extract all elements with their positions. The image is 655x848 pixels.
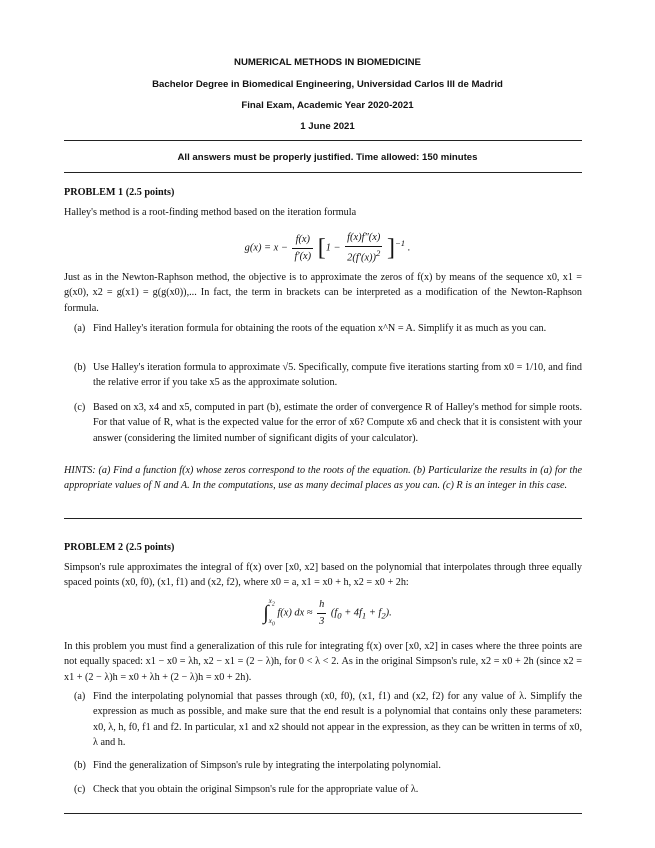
item-text: Use Halley's iteration formula to approximate √5. Specifically, compute five iterations starting from x0 = 1/10, and find the relative error if you take x5 as the approximate solution. [93,362,582,389]
halley-formula: g(x) = x − $\frac{f(x)}{f'(x)}$ [1 − $\frac{f(x)f''(x)}{2(f'(x))^2}$ ]$^{-1}$ . [244,232,411,264]
item-label: (c) [74,784,86,795]
item-label: (c) [74,402,86,413]
item-text: Check that you obtain the original Simpson's rule for the appropriate value of λ. [93,784,419,795]
problem2-paragraph: In this problem you must find a generalization of this rule for integrating f(x) over [x0, x2] in cases where the three points are not equally spaced: x1 − x0 = λh, x2 − x1 = (2 − λ)h, for 0 < λ < 2. As in the original Simpson's rule, x2 = x0 + 2h (since x2 = x1 + (2 − λ)h = x0 + λh + (2 − λ)h = x0 + 2h). [64,641,582,683]
problem2-title: PROBLEM 2 (2.5 points) [64,542,175,553]
item-text: Find the interpolating polynomial that passes through (x0, f0), (x1, f1) and (x2, f2) for any value of λ. Simplify the expression as much as possible, and make sure that the end result is a polynomial that contains only these parameters: x0, λ, h, f0, f1 and f2. In particular, x1 and x2 should not appear in the expression, as they can be written in terms of x0, λ and h. [93,691,582,748]
item-label: (a) [74,323,86,334]
instructions: All answers must be properly justified. Time allowed: 150 minutes [177,152,478,163]
problem1-rule [64,518,582,519]
program-line: Bachelor Degree in Biomedical Engineering, Universidad Carlos III de Madrid [152,79,503,90]
problem1-intro: Halley's method is a root-finding method based on the iteration formula [64,207,357,218]
simpson-formula: ∫ $x_2$ $x_0$ f(x) dx ≈ $\frac{h}{3}$ $(f_0 + 4f_1 + f_2)$. [263,597,392,628]
item-label: (b) [74,362,86,373]
problem1-paragraph: Just as in the Newton-Raphson method, the objective is to approximate the zeros of f(x) by means of the sequence x0, x1 = g(x0), x2 = g(x1) = g(g(x0)),... In fact, the term in brackets can be interpreted as a modification of the Newton-Raphson formula. [64,272,582,314]
exam-line: Final Exam, Academic Year 2020-2021 [241,100,414,111]
header-rule-top [64,140,582,141]
item-text: Find the generalization of Simpson's rule by integrating the interpolating polynomial. [93,760,441,771]
problem2-rule [64,813,582,814]
item-text: Find Halley's iteration formula for obtaining the roots of the equation x^N = A. Simplify it as much as you can. [93,323,547,334]
exam-title: NUMERICAL METHODS IN BIOMEDICINE [234,57,421,68]
item-label: (b) [74,760,86,771]
header-rule-bottom [64,172,582,173]
problem1-hints: HINTS: (a) Find a function f(x) whose zeros correspond to the roots of the equation. (b) Particularize the results in (a) for the appropriate values of N and A. In the computations, use as many decimal places as you can. (c) R is an integer in this case. [64,465,582,492]
item-label: (a) [74,691,86,702]
item-text: Based on x3, x4 and x5, computed in part (b), estimate the order of convergence R of Halley's method for simple roots. For that value of R, what is the expected value for the error of x6? Compute x6 and check that it is consistent with your answer (considering the limited number of significant digits of your calculator). [93,402,582,444]
problem1-title: PROBLEM 1 (2.5 points) [64,187,175,198]
problem2-intro: Simpson's rule approximates the integral of f(x) over [x0, x2] based on the polynomial that interpolates through three equally spaced points (x0, f0), (x1, f1) and (x2, f2), where x0 = a, x1 = x0 + h, x2 = x0 + 2h: [64,562,582,589]
exam-date: 1 June 2021 [300,121,355,132]
